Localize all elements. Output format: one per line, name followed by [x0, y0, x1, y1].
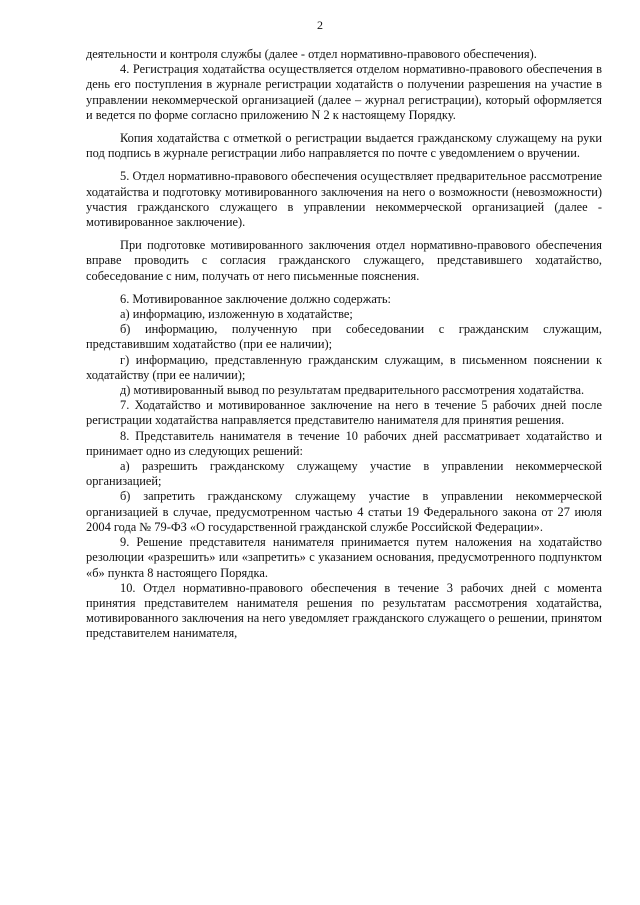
- paragraph-item-4: 4. Регистрация ходатайства осуществляется отделом нормативно-правового обеспечения в день его поступления в журнале регистрации ходатайств о получении разрешения на участие в управлении некоммерческой организацией (далее – журнал регистрации), который оформляется и ведется по форме согласно приложению N 2 к настоящему Порядку.: [86, 62, 602, 122]
- decision-option-a: а) разрешить гражданскому служащему участие в управлении некоммерческой организацией;: [86, 459, 602, 489]
- paragraph-item-7: 7. Ходатайство и мотивированное заключение на него в течение 5 рабочих дней после регистрации ходатайства направляется представителю нанимателя для принятия решения.: [86, 398, 602, 428]
- paragraph-continuation: деятельности и контроля службы (далее - отдел нормативно-правового обеспечения).: [86, 47, 537, 61]
- list-item-a: а) информацию, изложенную в ходатайстве;: [120, 307, 353, 322]
- paragraph-item-6: 6. Мотивированное заключение должно содержать:: [120, 291, 392, 306]
- list-item-b: б) информацию, полученную при собеседовании с гражданским служащим, представившим ходатайство (при ее наличии);: [86, 322, 602, 352]
- decision-option-b: б) запретить гражданскому служащему участие в управлении некоммерческой организацией в случае, предусмотренном частью 4 статьи 19 Федерального закона от 27 июля 2004 года № 79-ФЗ «О государственной гражданской службе Российской Федерации».: [86, 489, 602, 534]
- paragraph-item-8: 8. Представитель нанимателя в течение 10 рабочих дней рассматривает ходатайство и принимает одно из следующих решений:: [86, 428, 602, 458]
- page-number: 2: [317, 18, 323, 32]
- paragraph-item-9: 9. Решение представителя нанимателя принимается путем наложения на ходатайство резолюции «разрешить» или «запретить» с указанием основания, предусмотренного подпунктом «б» пункта 8 настоящего Порядка.: [86, 535, 602, 580]
- list-item-d: д) мотивированный вывод по результатам предварительного рассмотрения ходатайства.: [120, 383, 585, 398]
- paragraph-preparation: При подготовке мотивированного заключения отдел нормативно-правового обеспечения вправе проводить с согласия гражданского служащего, представившего ходатайство, собеседование с ним, получать от него письменные пояснения.: [86, 238, 602, 283]
- document-body: [86, 47, 602, 642]
- list-item-g: г) информацию, представленную гражданским служащим, в письменном пояснении к ходатайству (при ее наличии);: [86, 352, 602, 382]
- paragraph-item-10: 10. Отдел нормативно-правового обеспечения в течение 3 рабочих дней с момента принятия представителем нанимателя решения по результатам рассмотрения ходатайства, мотивированного заключения на него уведомляет гражданского служащего о решении, принятом представителем нанимателя,: [86, 580, 602, 641]
- paragraph-copy-of-petition: Копия ходатайства с отметкой о регистрации выдается гражданскому служащему на руки под подпись в журнале регистрации либо направляется по почте с уведомлением о вручении.: [86, 131, 602, 161]
- paragraph-item-5: 5. Отдел нормативно-правового обеспечения осуществляет предварительное рассмотрение ходатайства и подготовку мотивированного заключения на него о возможности (невозможности) участия гражданского служащего в управлении некоммерческой организацией (далее - мотивированное заключение).: [86, 169, 602, 230]
